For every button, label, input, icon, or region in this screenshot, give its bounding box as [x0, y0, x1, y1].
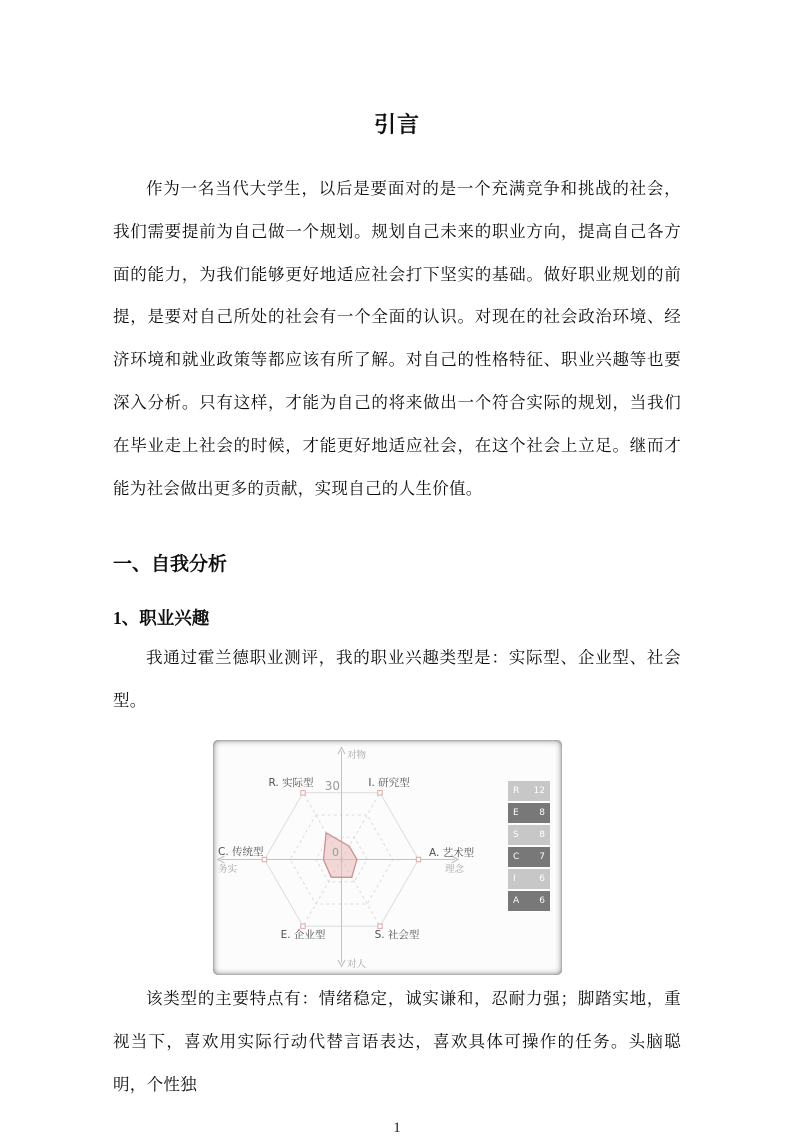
legend-code: E [513, 807, 519, 818]
vertex-marker [378, 924, 382, 928]
vertex-marker [416, 857, 420, 861]
vertex-label-E: E. 企业型 [280, 928, 326, 941]
vertex-label-A: A. 艺术型 [429, 846, 475, 859]
vertex-label-R: R. 实际型 [268, 776, 314, 789]
legend-value: 8 [539, 807, 545, 818]
legend-code: C [513, 851, 520, 862]
scale-min-label: 0 [332, 845, 339, 859]
legend-value: 6 [539, 873, 545, 884]
quadrant-label-left: 务实 [218, 863, 238, 875]
legend-row-I [508, 869, 550, 889]
quadrant-label-right: 理念 [445, 863, 465, 875]
quadrant-label-bottom: 对人 [347, 958, 367, 970]
legend-value: 8 [539, 829, 545, 840]
legend-code: A [513, 895, 520, 906]
document-content [113, 0, 681, 1137]
vertex-marker [301, 924, 305, 928]
interest-paragraph: 我通过霍兰德职业测评，我的职业兴趣类型是：实际型、企业型、社会型。 [113, 648, 681, 711]
legend-value: 7 [539, 851, 545, 862]
radar-legend [508, 781, 550, 911]
quadrant-label-top: 对物 [347, 749, 367, 761]
legend-row-C [508, 847, 550, 867]
vertex-label-S: S. 社会型 [374, 928, 420, 941]
radar-value-polygon [324, 833, 357, 878]
intro-paragraph: 作为一名当代大学生，以后是要面对的是一个充满竞争和挑战的社会，我们需要提前为自己做一个规划。规划自己未来的职业方向，提高自己各方面的能力，为我们能够更好地适应社会打下坚实的基础。做好职业规划的前提，是要对自己所处的社会有一个全面的认识。对现在的社会政治环境、经济环境和就业政策等都应该有所了解。对自己的性格特征、职业兴趣等也要深入分析。只有这样，才能为自己的将来做出一个符合实际的规划，当我们在毕业走上社会的时候，才能更好地适应社会，在这个社会上立足。继而才能为社会做出更多的贡献，实现自己的人生价值。 [113, 179, 681, 498]
legend-value: 6 [539, 895, 545, 906]
document-title: 引言 [373, 112, 420, 137]
section-heading-self-analysis: 一、自我分析 [113, 554, 228, 576]
legend-row-A [508, 891, 550, 911]
subsection-heading-career-interest: 1、职业兴趣 [113, 608, 210, 629]
legend-code: S [513, 829, 519, 840]
page-number: 1 [393, 1120, 401, 1137]
vertex-label-C: C. 传统型 [218, 845, 264, 858]
legend-value: 12 [533, 785, 545, 796]
vertex-marker [378, 791, 382, 795]
legend-row-E [508, 803, 550, 823]
legend-row-R [508, 781, 550, 801]
vertex-marker [301, 791, 305, 795]
legend-row-S [508, 825, 550, 845]
legend-code: R [513, 785, 520, 796]
holland-radar-figure [213, 740, 562, 975]
scale-max-label: 30 [324, 778, 340, 793]
vertex-label-I: I. 研究型 [368, 776, 410, 789]
legend-code: I [513, 873, 516, 884]
traits-paragraph: 该类型的主要特点有：情绪稳定，诚实谦和，忍耐力强；脚踏实地，重视当下，喜欢用实际行动代替言语表达，喜欢具体可操作的任务。头脑聪明，个性独 [113, 988, 681, 1094]
